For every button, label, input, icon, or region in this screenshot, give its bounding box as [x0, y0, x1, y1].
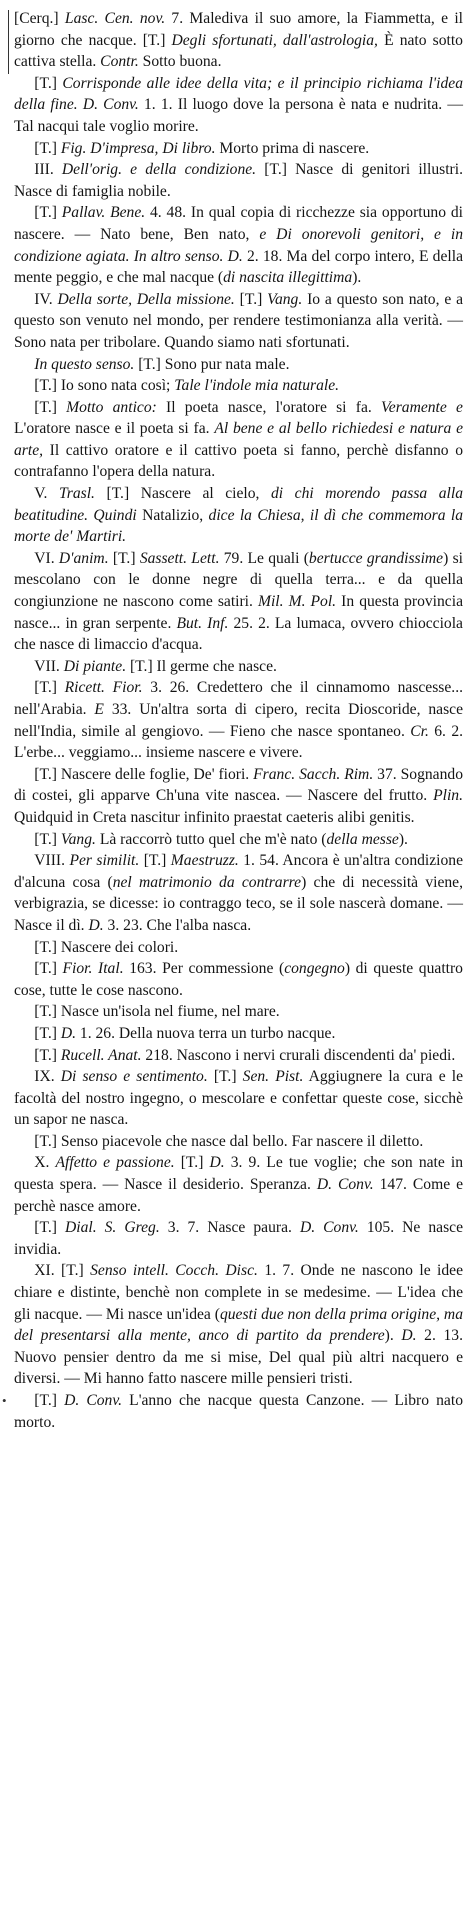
text-segment: 147. Come e perchè nasce amore. — [14, 1176, 464, 1215]
entry-paragraph — [14, 656, 463, 678]
text-segment: [T.] — [174, 1154, 210, 1172]
text-segment: 79. Le quali ( — [219, 549, 309, 567]
text-segment: [T.] Nasce un'isola nel fiume, nel mare. — [34, 1003, 280, 1021]
italic-text-segment: Lasc. Cen. nov. — [64, 10, 166, 27]
text-segment: X. — [34, 1154, 56, 1172]
text-segment: L'oratore nasce e il poeta si fa. — [14, 420, 215, 438]
italic-text-segment: D. — [209, 1154, 225, 1172]
text-segment: 2. 13. Nuovo pensier dentro da me si mise, Del qual più altri nacquero e diversi. — Mi hanno fatto nascere mille pensieri tristi. — [14, 1327, 463, 1388]
text-segment: VIII. — [34, 852, 70, 870]
italic-text-segment: Dell'orig. e della condizione. — [61, 161, 257, 179]
text-segment: VI. — [34, 549, 59, 567]
italic-text-segment: D. — [401, 1327, 417, 1345]
text-segment: [T.] — [207, 1068, 243, 1086]
text-segment: [T.] Nascere al cielo, — [94, 485, 271, 503]
text-segment: Natalizio, — [136, 506, 209, 524]
italic-text-segment: D'anim. — [58, 549, 109, 567]
text-segment: [T.] — [34, 139, 61, 157]
text-segment: [T.] — [34, 204, 62, 222]
text-segment: [T.] — [34, 1392, 65, 1409]
entry-paragraph — [14, 397, 463, 483]
italic-text-segment: Mil. M. Pol. — [257, 593, 337, 611]
text-segment: Là raccorrò tutto quel che m'è nato ( — [95, 830, 327, 848]
italic-text-segment: But. Inf. — [176, 614, 229, 632]
italic-text-segment: bertucce grandissime — [308, 549, 444, 567]
text-segment: 37. Sognando di costei, gli apparve Ch'una vite nascea. — Nascere del frutto. — [14, 765, 463, 805]
text-segment: 218. Nascono i nervi crurali discendenti da' piedi. — [141, 1046, 456, 1064]
text-segment: [T.] Nascere delle foglie, De' fiori. — [34, 765, 254, 783]
italic-text-segment: Sen. Pist. — [242, 1068, 304, 1086]
text-segment: III. — [34, 161, 62, 179]
entry-paragraph — [14, 850, 463, 936]
text-segment: ) che di necessità viene, verbigrazia, se dicesse: io contraggo teco, se il sole nascerà domane. — Nasce il dì. — [14, 873, 463, 934]
italic-text-segment: Di piante. — [63, 657, 127, 675]
entry-paragraph — [14, 483, 463, 548]
italic-text-segment: Vang. — [60, 830, 96, 848]
text-segment: Il poeta nasce, l'oratore si fa. — [156, 398, 381, 416]
entry-paragraph — [14, 937, 463, 959]
text-segment: XI. [T.] — [34, 1262, 91, 1280]
text-segment: 25. 2. La lumaca, ovvero chiocciola che nasce di limaccio d'acqua. — [14, 614, 463, 654]
text-segment: [T.] — [34, 1219, 65, 1237]
text-segment: ). — [398, 830, 408, 848]
text-segment: [T.] Il germe che nasce. — [126, 657, 277, 675]
entry-paragraph — [14, 829, 463, 851]
text-segment: ). — [352, 269, 362, 287]
italic-text-segment: di chi morendo passa alla beatitudine. Quindi — [14, 485, 464, 524]
text-segment: [T.] — [34, 74, 63, 92]
italic-text-segment: D. — [88, 916, 104, 934]
italic-text-segment: Plin. — [433, 787, 463, 805]
text-segment: [T.] — [34, 679, 65, 697]
italic-text-segment: Degli sfortunati, dall'astrologia, — [171, 31, 378, 49]
entry-paragraph — [14, 1152, 463, 1217]
text-segment: Il cattivo oratore e il cattivo poeta si fanno, perchè disfanno o contrafanno l'opera della natura. — [14, 441, 463, 481]
entry-paragraph — [14, 159, 463, 202]
italic-text-segment: Contr. — [100, 53, 139, 71]
text-segment: [T.] Nasce di genitori illustri. Nasce di famiglia nobile. — [14, 161, 463, 200]
italic-text-segment: Veramente e — [381, 398, 463, 416]
text-segment: V. — [34, 485, 59, 503]
italic-text-segment: Tale l'indole mia naturale. — [174, 377, 340, 395]
entry-paragraph — [14, 202, 463, 288]
entry-paragraph — [14, 1066, 463, 1131]
text-segment: ) si mescolano con le donne negre di quella terra... e da quella congiunzione ne nascono come satiri. — [14, 549, 463, 611]
italic-text-segment: Vang. — [267, 290, 303, 308]
italic-text-segment: Cr. — [410, 722, 429, 740]
text-segment: 3. 9. Le tue voglie; che son nate in questa spera. — Nasce il desiderio. Speranza. — [14, 1154, 463, 1194]
text-segment: Aggiugnere la cura e le facoltà del nostro ingegno, o mescolare e confettar queste cose, sicchè un sapor ne nasca. — [14, 1068, 463, 1129]
entry-paragraph — [14, 1131, 463, 1153]
text-segment: Io a questo son nato, e a questo son venuto nel mondo, per rendere testimonianza alla verità. — Sono nata per tribolare. Quando siamo nati sfortunati. — [14, 290, 464, 351]
text-segment: 3. 26. Credettero che il cinnamomo nascesse... nell'Arabia. — [14, 679, 463, 718]
italic-text-segment: Pallav. Bene. — [61, 204, 146, 222]
italic-text-segment: D. Conv. — [299, 1219, 359, 1237]
entry-paragraph — [14, 8, 463, 73]
italic-text-segment: D. — [60, 1024, 76, 1042]
italic-text-segment: Corrisponde alle idee della vita; e il principio richiama l'idea della fine. D. Conv. — [14, 74, 463, 114]
text-segment: IV. — [34, 290, 58, 308]
text-segment: 3. 23. Che l'alba nasca. — [103, 916, 252, 934]
text-segment: Morto prima di nascere. — [215, 139, 370, 157]
italic-text-segment: di nascita illegittima — [223, 269, 353, 287]
italic-text-segment: della messe — [326, 830, 399, 848]
text-segment: 1. 26. Della nuova terra un turbo nacque. — [76, 1024, 336, 1042]
text-segment: [T.] Io sono nata così; — [34, 377, 175, 395]
italic-text-segment: Fig. D'impresa, Di libro. — [60, 139, 216, 157]
italic-text-segment: Di senso e sentimento. — [60, 1068, 208, 1086]
text-segment: È nato sotto cattiva stella. — [14, 31, 463, 71]
italic-text-segment: congegno — [284, 960, 345, 978]
entry-paragraph — [14, 958, 463, 1001]
text-segment: [Cerq.] — [14, 10, 65, 27]
italic-text-segment: e Di onorevoli genitori, e in condizione agiata. In altro senso. D. — [14, 225, 463, 265]
entry-paragraph — [14, 375, 463, 397]
entry-paragraph — [14, 354, 463, 376]
text-segment: IX. — [34, 1068, 61, 1086]
italic-text-segment: Affetto e passione. — [55, 1154, 175, 1172]
italic-text-segment: Della sorte, Della missione. — [57, 290, 235, 308]
text-segment: 1. 7. Onde ne nascono le idee chiare e distinte, benchè non complete in se medesime. — L'idea che gli nacque. — Mi nasce un'idea ( — [14, 1262, 464, 1323]
text-segment: [T.] Sono pur nata male. — [134, 355, 290, 373]
text-segment: [T.] — [34, 398, 67, 416]
text-segment: 1. 54. Ancora è un'altra condizione d'alcuna cosa ( — [14, 852, 464, 891]
entry-paragraph — [14, 548, 463, 656]
italic-text-segment: Sassett. Lett. — [139, 549, 220, 567]
italic-text-segment: Trasl. — [58, 485, 95, 503]
text-segment: 33. Un'altra sorta di cipero, recita Dioscoride, nasce nell'India, simile al gengiovo. — Fieno che nasce spontaneo. — [14, 701, 464, 740]
entry-paragraph — [14, 764, 463, 829]
text-segment: L'anno che nacque questa Canzone. — Libro nato morto. — [14, 1392, 463, 1431]
text-segment: [T.] — [34, 1024, 61, 1042]
italic-text-segment: Per similit. — [69, 852, 140, 870]
entry-paragraph — [14, 1260, 463, 1390]
entry-text — [14, 8, 463, 1433]
italic-text-segment: E — [94, 701, 104, 718]
text-segment: Sotto buona. — [138, 53, 222, 71]
entry-paragraph — [14, 73, 463, 138]
entry-paragraph — [14, 1390, 463, 1433]
italic-text-segment: Franc. Sacch. Rim. — [253, 765, 374, 783]
italic-text-segment: Fior. Ital. — [62, 960, 124, 978]
text-segment: [T.] — [234, 290, 268, 308]
text-segment: 1. 1. Il luogo dove la persona è nata e nudrita. — Tal nacqui tale voglio morire. — [14, 96, 463, 135]
text-segment: 2. 18. Ma del corpo intero, E della mente peggio, e che mal nacque ( — [14, 247, 463, 287]
italic-text-segment: dice la Chiesa, il dì che commemora la morte de' Martiri. — [14, 506, 463, 546]
margin-rule — [8, 10, 9, 74]
italic-text-segment: Maestruzz. — [170, 852, 239, 870]
text-segment: ). — [384, 1327, 402, 1345]
text-segment: Quidquid in Creta nascitur infinito praestat caeteris alibi genitis. — [14, 808, 415, 826]
text-segment: 4. 48. In qual copia di ricchezze sia opportuno di nascere. — Nato bene, Ben nato, — [14, 204, 463, 243]
text-segment: [T.] — [34, 1046, 61, 1064]
entry-paragraph — [14, 1045, 463, 1067]
text-segment: [T.] — [34, 960, 63, 978]
entry-paragraph — [14, 677, 463, 763]
text-segment: 163. Per commessione ( — [123, 960, 285, 978]
entry-paragraph — [14, 1023, 463, 1045]
text-segment: VII. — [34, 657, 64, 675]
text-segment: In questa provincia nasce... in gran serpente. — [14, 593, 463, 632]
italic-text-segment: Ricett. Fior. — [64, 679, 143, 697]
italic-text-segment: Motto antico: — [66, 398, 157, 416]
margin-dot: • — [2, 1393, 7, 1408]
entry-paragraph — [14, 289, 463, 354]
italic-text-segment: In questo senso. — [34, 355, 135, 373]
entry-paragraph — [14, 1001, 463, 1023]
entry-paragraph — [14, 1217, 463, 1260]
text-segment: 105. Ne nasce invidia. — [14, 1219, 464, 1258]
text-segment: 3. 7. Nasce paura. — [159, 1219, 300, 1237]
text-segment: 7. Malediva il suo amore, la Fiammetta, e il giorno che nacque. [T.] — [14, 10, 464, 49]
entry-paragraph — [14, 138, 463, 160]
italic-text-segment: D. Conv. — [64, 1392, 123, 1409]
italic-text-segment: Al bene e al bello richiedesi e natura e arte, — [14, 420, 463, 459]
italic-text-segment: nel matrimonio da contrarre — [112, 873, 302, 891]
italic-text-segment: D. Conv. — [316, 1176, 374, 1194]
text-segment: [T.] — [139, 852, 171, 870]
text-segment: [T.] Senso piacevole che nasce dal bello. Far nascere il diletto. — [34, 1132, 424, 1150]
text-segment: [T.] — [34, 830, 61, 848]
text-segment: ) di queste quattro cose, tutte le cose nascono. — [14, 960, 463, 999]
text-segment: [T.] — [108, 549, 140, 567]
text-segment: 6. 2. L'erbe... veggiamo... insieme nascere e vivere. — [14, 722, 464, 762]
text-segment: [T.] Nascere dei colori. — [34, 938, 179, 956]
italic-text-segment: Dial. S. Greg. — [64, 1219, 160, 1237]
italic-text-segment: questi due non della prima origine, ma del presentarsi alla mente, anco di partito da prendere — [14, 1305, 463, 1345]
italic-text-segment: Rucell. Anat. — [60, 1046, 142, 1064]
italic-text-segment: Senso intell. Cocch. Disc. — [90, 1262, 258, 1280]
